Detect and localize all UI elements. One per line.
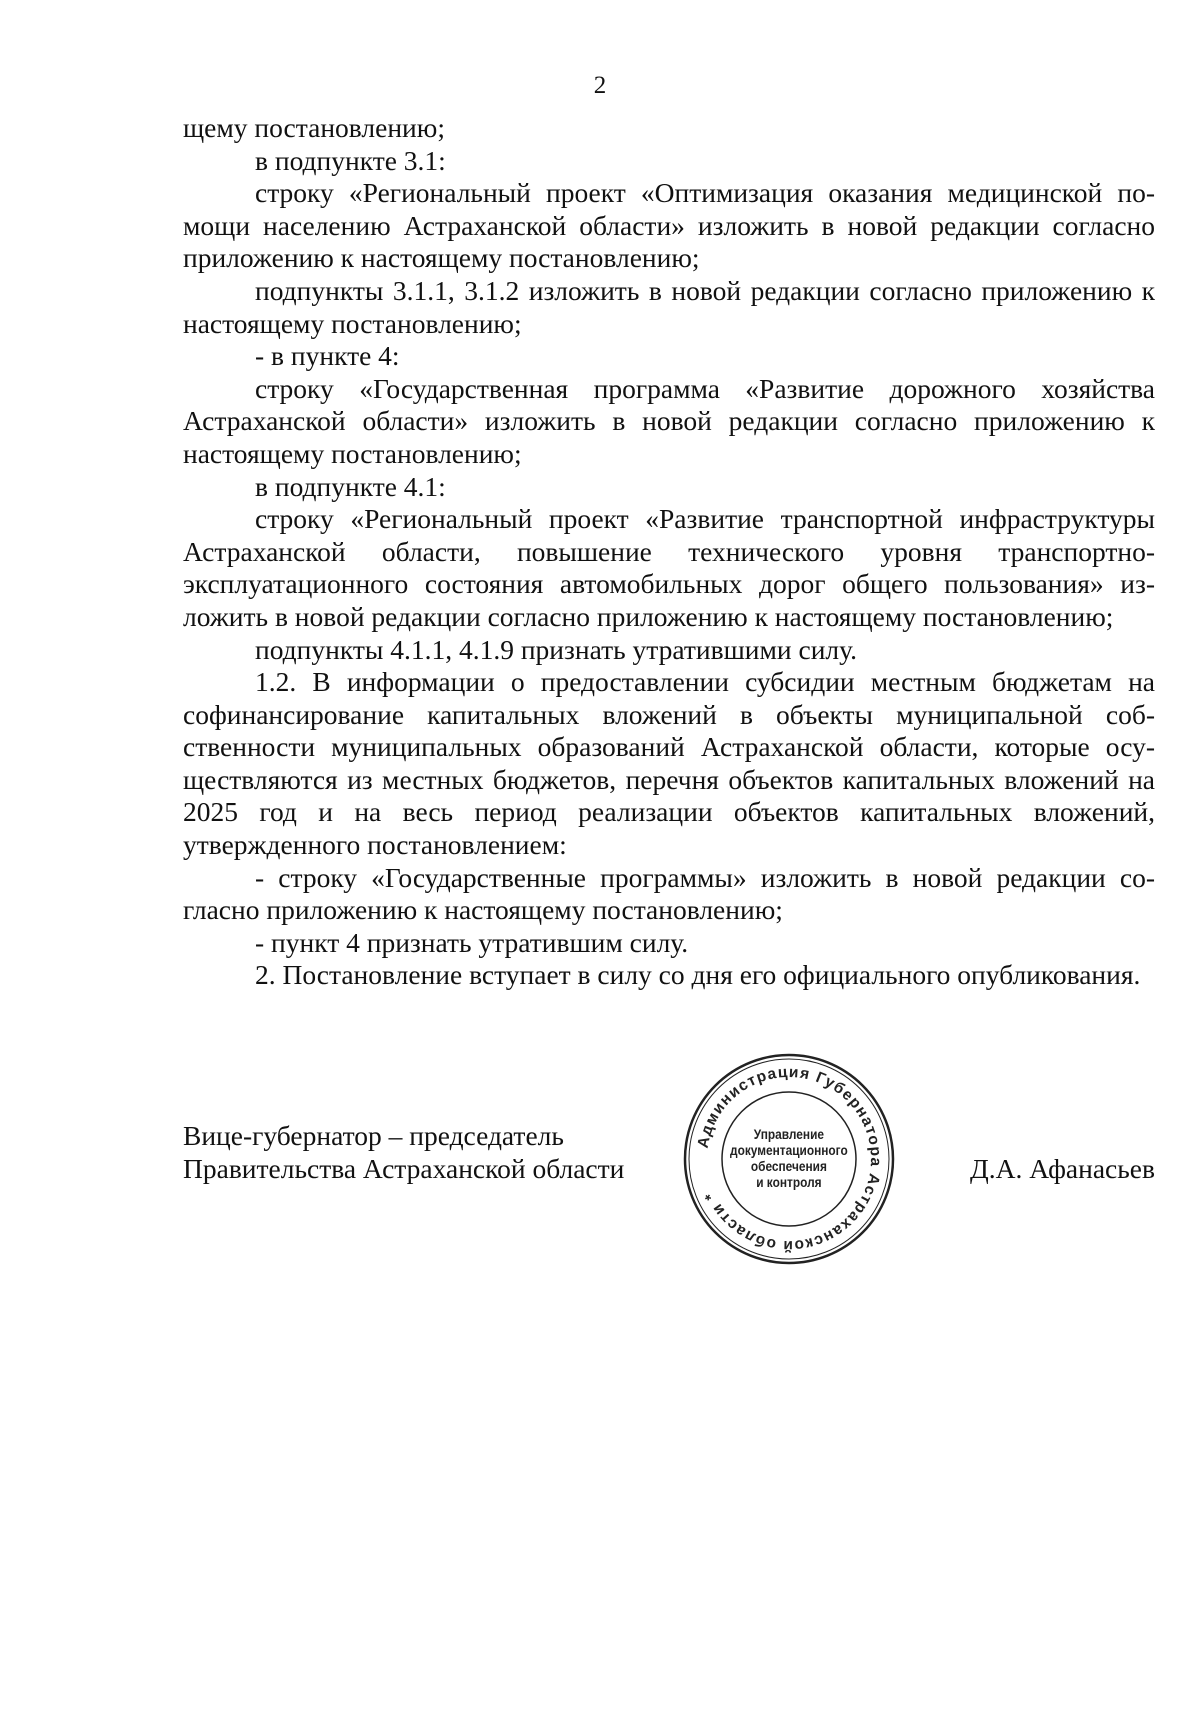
paragraph: строку «Региональный проект «Развитие транспортной инфраструктуры Астраханской области, повышение технического уровня транспортно-эксплуатационного состояния автомобильных дорог общего пользования» изложить в новой редакции согласно приложению к настоящему постановлению; xyxy=(183,503,1155,632)
paragraph: - в пункте 4: xyxy=(255,340,400,372)
paragraph: - пункт 4 признать утратившим силу. xyxy=(255,926,689,958)
page-number: 2 xyxy=(593,72,607,99)
paragraph: - строку «Государственные программы» изложить в новой редакции согласно приложению к настоящему постановлению; xyxy=(183,861,1155,926)
signatory-title xyxy=(183,1120,624,1185)
paragraph: подпункты 4.1.1, 4.1.9 признать утратившими силу. xyxy=(255,633,858,665)
paragraph: 2. Постановление вступает в силу со дня его официального опубликования. xyxy=(255,959,1141,991)
seal-center-text: Управление документационного обеспечения и контроля xyxy=(730,1127,848,1190)
paragraph: строку «Региональный проект «Оптимизация оказания медицинской помощи населению Астраханской области» изложить в новой редакции согласно приложению к настоящему постановлению; xyxy=(183,177,1155,274)
paragraph: строку «Государственная программа «Развитие дорожного хозяйства Астраханской области» изложить в новой редакции согласно приложению к настоящему постановлению; xyxy=(183,372,1155,469)
document-body xyxy=(183,112,1155,992)
paragraph: в подпункте 4.1: xyxy=(255,470,446,502)
seal-ring-text: Администрация Губернатора Астраханской области * xyxy=(694,1063,885,1255)
signatory-title-line: Вице-губернатор – председатель xyxy=(183,1120,564,1151)
signatory-name: Д.А. Афанасьев xyxy=(970,1153,1155,1184)
paragraph: в подпункте 3.1: xyxy=(255,144,446,176)
paragraph: щему постановлению; xyxy=(183,112,445,143)
official-seal xyxy=(680,1050,898,1268)
paragraph: 1.2. В информации о предоставлении субсидии местным бюджетам на софинансирование капитальных вложений в объекты муниципальной собственности муниципальных образований Астраханской области, которые осуществляются из местных бюджетов, перечня объектов капитальных вложений на 2025 год и на весь период реализации объектов капитальных вложений, утвержденного постановлением: xyxy=(183,666,1155,861)
signatory-title-line: Правительства Астраханской области xyxy=(183,1152,625,1184)
paragraph: подпункты 3.1.1, 3.1.2 изложить в новой редакции согласно приложению к настоящему постановлению; xyxy=(183,274,1155,339)
